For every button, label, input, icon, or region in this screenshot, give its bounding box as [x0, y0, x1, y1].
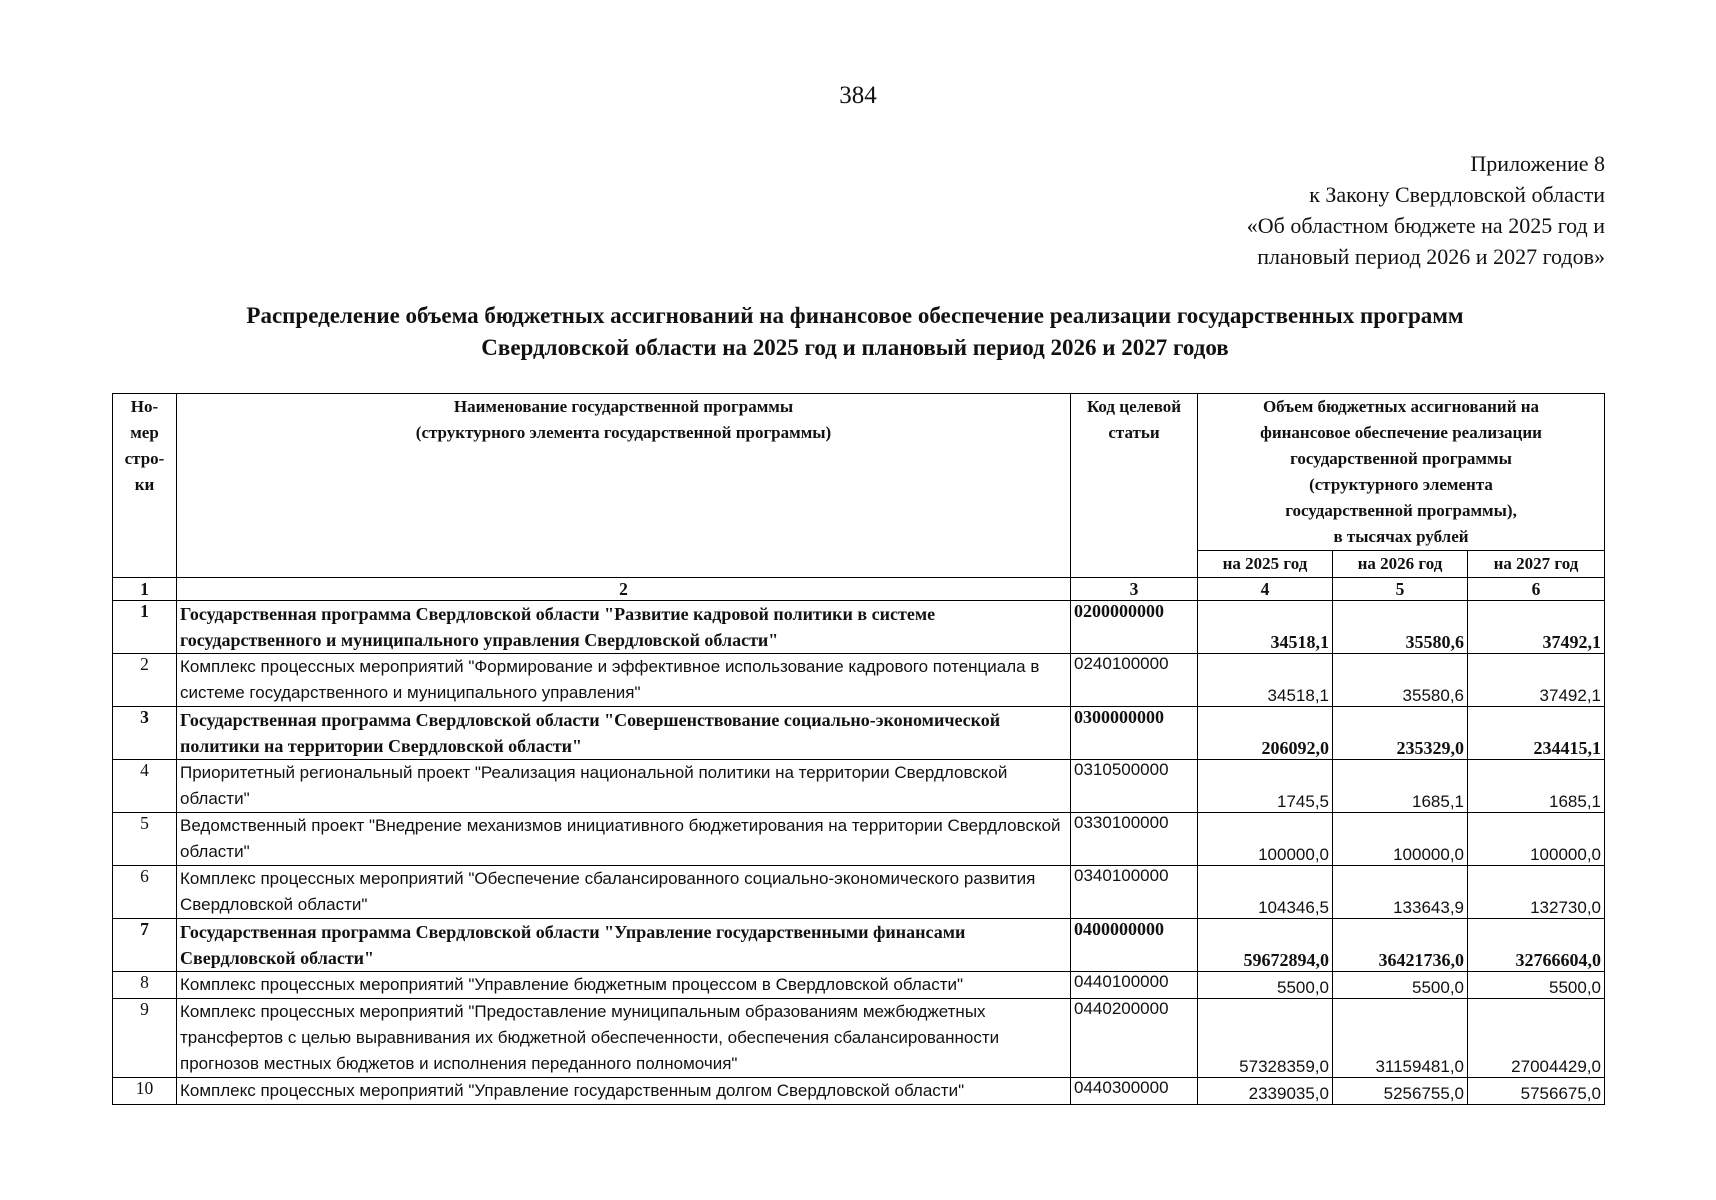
- amount-2026: 235329,0: [1333, 707, 1468, 760]
- page-number: 384: [839, 82, 877, 109]
- target-code: 0340100000: [1071, 866, 1198, 919]
- table-row: [113, 601, 1605, 654]
- appendix-line: «Об областном бюджете на 2025 год и: [1246, 213, 1605, 238]
- target-code: 0200000000: [1071, 601, 1198, 654]
- amount-2026: 35580,6: [1333, 601, 1468, 654]
- row-number: 8: [113, 972, 177, 999]
- program-name: Государственная программа Свердловской области "Управление государственными финансами Свердловской области": [177, 919, 1071, 972]
- amount-2026: 36421736,0: [1333, 919, 1468, 972]
- row-number: 4: [113, 760, 177, 813]
- header-text: государственной программы),: [1285, 501, 1517, 520]
- header-text: финансовое обеспечение реализации: [1260, 423, 1542, 442]
- amount-2027: 5500,0: [1468, 972, 1605, 999]
- header-year-2025: на 2025 год: [1198, 551, 1333, 578]
- column-index-row: [113, 578, 1605, 601]
- amount-2025: 206092,0: [1198, 707, 1333, 760]
- amount-2026: 5500,0: [1333, 972, 1468, 999]
- program-name: Комплекс процессных мероприятий "Формирование и эффективное использование кадрового потенциала в системе государственного и муниципального управления": [177, 654, 1071, 707]
- column-index: 2: [177, 578, 1071, 601]
- amount-2025: 34518,1: [1198, 654, 1333, 707]
- amount-2027: 27004429,0: [1468, 999, 1605, 1078]
- amount-2025: 59672894,0: [1198, 919, 1333, 972]
- row-number: 10: [113, 1078, 177, 1105]
- amount-2027: 132730,0: [1468, 866, 1605, 919]
- appendix-line: Приложение 8: [1470, 151, 1605, 176]
- amount-2026: 31159481,0: [1333, 999, 1468, 1078]
- table-row: [113, 999, 1605, 1078]
- program-name: Государственная программа Свердловской области "Развитие кадровой политики в системе государственного и муниципального управления Свердловской области": [177, 601, 1071, 654]
- header-text: мер: [130, 423, 159, 442]
- table-row: [113, 654, 1605, 707]
- appendix-reference: [1247, 148, 1605, 272]
- amount-2027: 37492,1: [1468, 654, 1605, 707]
- program-name: Комплекс процессных мероприятий "Обеспечение сбалансированного социально-экономического развития Свердловской области": [177, 866, 1071, 919]
- table-row: [113, 707, 1605, 760]
- row-number: 1: [113, 601, 177, 654]
- target-code: 0440200000: [1071, 999, 1198, 1078]
- title-line: Свердловской области на 2025 год и плановый период 2026 и 2027 годов: [481, 335, 1229, 360]
- row-number: 7: [113, 919, 177, 972]
- header-text: статьи: [1108, 423, 1160, 442]
- target-code: 0240100000: [1071, 654, 1198, 707]
- header-row-number: [113, 394, 177, 578]
- column-index: 6: [1468, 578, 1605, 601]
- header-text: стро-: [124, 449, 165, 468]
- target-code: 0440100000: [1071, 972, 1198, 999]
- target-code: 0400000000: [1071, 919, 1198, 972]
- header-budget-volume: [1198, 394, 1605, 551]
- column-index: 4: [1198, 578, 1333, 601]
- amount-2025: 34518,1: [1198, 601, 1333, 654]
- target-code: 0300000000: [1071, 707, 1198, 760]
- header-target-code: [1071, 394, 1198, 578]
- amount-2027: 32766604,0: [1468, 919, 1605, 972]
- header-text: (структурного элемента государственной программы): [415, 423, 832, 442]
- program-name: Приоритетный региональный проект "Реализация национальной политики на территории Свердловской области": [177, 760, 1071, 813]
- target-code: 0310500000: [1071, 760, 1198, 813]
- amount-2025: 57328359,0: [1198, 999, 1333, 1078]
- table-row: [113, 866, 1605, 919]
- program-name: Государственная программа Свердловской области "Совершенствование социально-экономической политики на территории Свердловской области": [177, 707, 1071, 760]
- table-row: [113, 919, 1605, 972]
- row-number: 5: [113, 813, 177, 866]
- header-text: в тысячах рублей: [1333, 527, 1469, 546]
- header-text: государственной программы: [1290, 449, 1512, 468]
- amount-2025: 5500,0: [1198, 972, 1333, 999]
- amount-2027: 1685,1: [1468, 760, 1605, 813]
- row-number: 3: [113, 707, 177, 760]
- program-name: Ведомственный проект "Внедрение механизмов инициативного бюджетирования на территории Свердловской области": [177, 813, 1071, 866]
- header-year-2026: на 2026 год: [1333, 551, 1468, 578]
- header-text: (структурного элемента: [1309, 475, 1493, 494]
- header-program-name: [177, 394, 1071, 578]
- budget-table: [112, 393, 1605, 1105]
- target-code: 0330100000: [1071, 813, 1198, 866]
- header-year-2027: на 2027 год: [1468, 551, 1605, 578]
- header-text: Объем бюджетных ассигнований на: [1262, 397, 1540, 416]
- header-text: Но-: [130, 397, 159, 416]
- header-text: Наименование государственной программы: [453, 397, 794, 416]
- table-row: [113, 1078, 1605, 1105]
- program-name: Комплекс процессных мероприятий "Управление государственным долгом Свердловской области": [177, 1078, 1071, 1105]
- table-row: [113, 813, 1605, 866]
- amount-2025: 2339035,0: [1198, 1078, 1333, 1105]
- amount-2027: 234415,1: [1468, 707, 1605, 760]
- amount-2025: 100000,0: [1198, 813, 1333, 866]
- row-number: 6: [113, 866, 177, 919]
- document-title: [180, 300, 1530, 364]
- appendix-line: к Закону Свердловской области: [1309, 182, 1605, 207]
- row-number: 2: [113, 654, 177, 707]
- column-index: 3: [1071, 578, 1198, 601]
- title-line: Распределение объема бюджетных ассигнований на финансовое обеспечение реализации государственных программ: [246, 303, 1464, 328]
- appendix-line: плановый период 2026 и 2027 годов»: [1257, 244, 1605, 269]
- amount-2026: 1685,1: [1333, 760, 1468, 813]
- amount-2026: 35580,6: [1333, 654, 1468, 707]
- header-text: Код целевой: [1086, 397, 1182, 416]
- program-name: Комплекс процессных мероприятий "Предоставление муниципальным образованиям межбюджетных трансфертов с целью выравнивания их бюджетной обеспеченности, обеспечения сбалансированности прогнозов местных бюджетов и исполнения переданного полномочия": [177, 999, 1071, 1078]
- table-row: [113, 760, 1605, 813]
- amount-2025: 1745,5: [1198, 760, 1333, 813]
- column-index: 1: [113, 578, 177, 601]
- amount-2026: 100000,0: [1333, 813, 1468, 866]
- amount-2025: 104346,5: [1198, 866, 1333, 919]
- table-row: [113, 972, 1605, 999]
- amount-2027: 37492,1: [1468, 601, 1605, 654]
- header-text: ки: [134, 475, 155, 494]
- amount-2027: 100000,0: [1468, 813, 1605, 866]
- column-index: 5: [1333, 578, 1468, 601]
- amount-2027: 5756675,0: [1468, 1078, 1605, 1105]
- amount-2026: 133643,9: [1333, 866, 1468, 919]
- row-number: 9: [113, 999, 177, 1078]
- program-name: Комплекс процессных мероприятий "Управление бюджетным процессом в Свердловской области": [177, 972, 1071, 999]
- amount-2026: 5256755,0: [1333, 1078, 1468, 1105]
- target-code: 0440300000: [1071, 1078, 1198, 1105]
